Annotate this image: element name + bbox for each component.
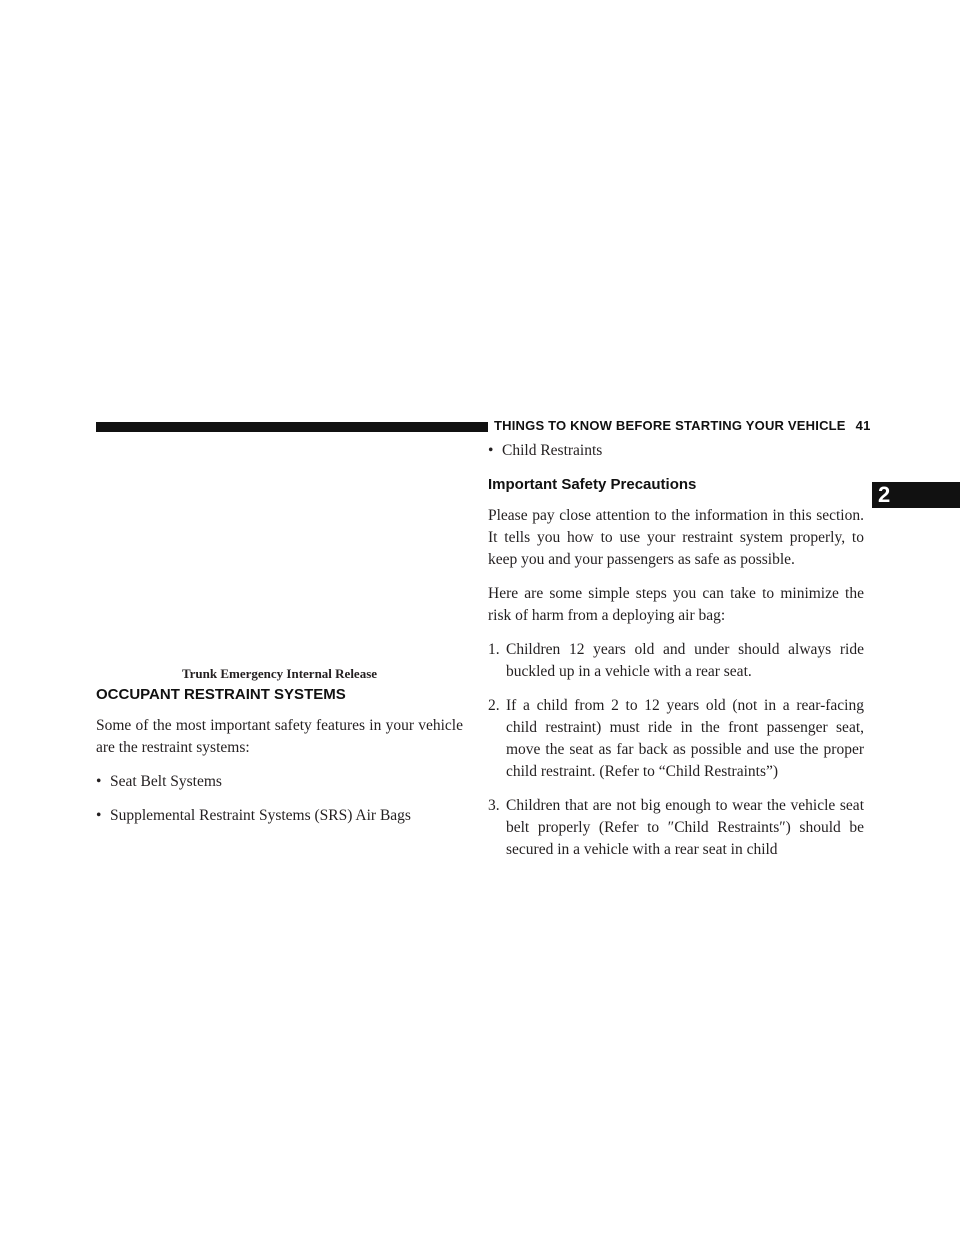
running-header xyxy=(494,418,871,433)
subsection-heading: Important Safety Precautions xyxy=(488,476,697,493)
figure-caption: Trunk Emergency Internal Release xyxy=(181,666,378,681)
left-column xyxy=(96,684,463,827)
numbered-item: 1. Children 12 years old and under should always ride buckled up in a vehicle with a rear seat. xyxy=(488,641,864,680)
list-item: • Seat Belt Systems xyxy=(96,773,222,790)
section-title: THINGS TO KNOW BEFORE STARTING YOUR VEHICLE xyxy=(494,418,846,433)
list-item: • Child Restraints xyxy=(488,442,603,459)
list-item: • Supplemental Restraint Systems (SRS) Air Bags xyxy=(96,807,411,824)
paragraph: Please pay close attention to the information in this section. It tells you how to use your restraint system properly, to keep you and your passengers as safe as possible. xyxy=(488,507,864,568)
section-heading: OCCUPANT RESTRAINT SYSTEMS xyxy=(96,686,346,703)
numbered-item: 2. If a child from 2 to 12 years old (not in a rear-facing child restraint) must ride in the front passenger seat, move the seat as far back as possible and use the proper child restraint. (Refer to “Child Restraints”) xyxy=(488,697,864,780)
intro-paragraph: Some of the most important safety features in your vehicle are the restraint systems: xyxy=(96,717,463,756)
paragraph: Here are some simple steps you can take to minimize the risk of harm from a deploying air bag: xyxy=(488,585,864,624)
numbered-item: 3. Children that are not big enough to wear the vehicle seat belt properly (Refer to ″Child Restraints″) should be secured in a vehicle with a rear seat in child xyxy=(488,797,864,858)
right-column xyxy=(488,440,864,861)
chapter-tab: 2 xyxy=(872,482,960,508)
header-rule xyxy=(96,422,488,432)
page-number: 41 xyxy=(855,418,871,433)
